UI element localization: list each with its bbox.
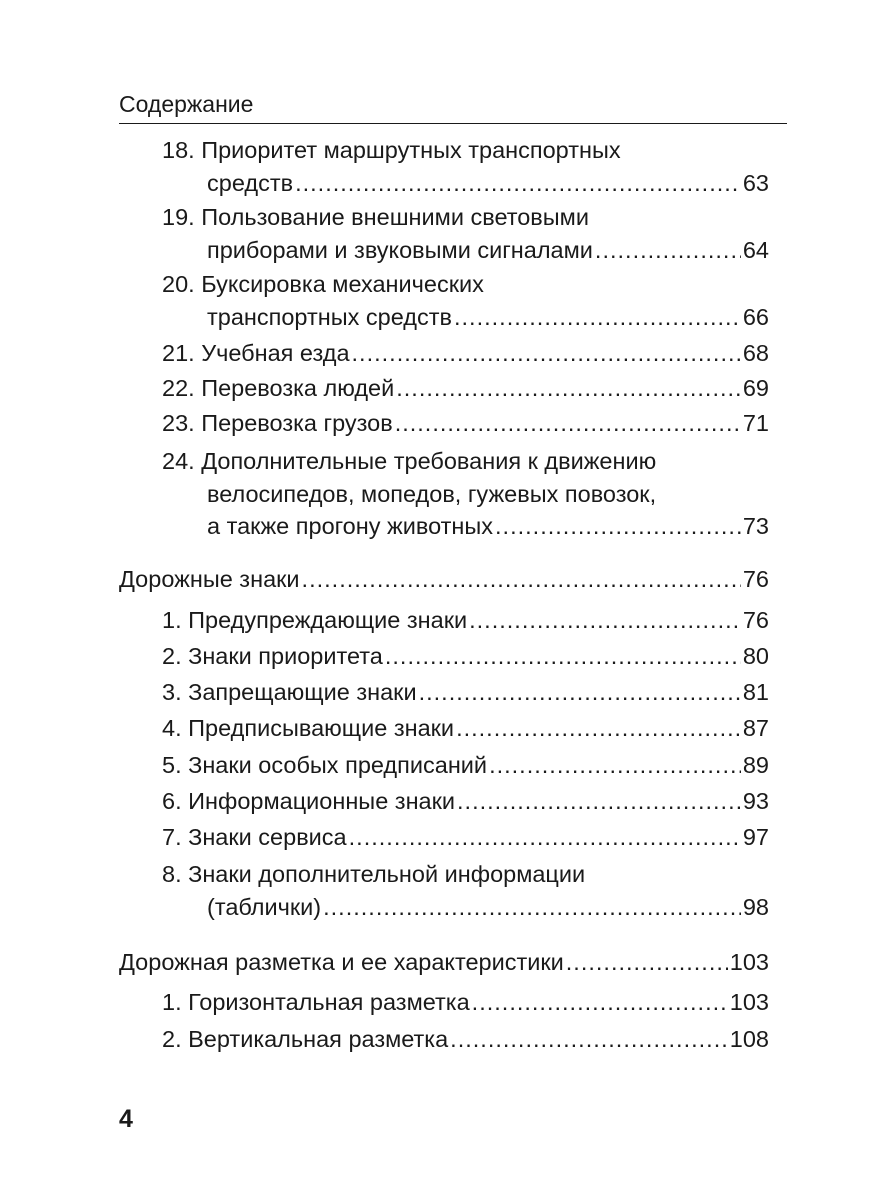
- dot-leader: [323, 891, 741, 923]
- dot-leader: [385, 640, 741, 672]
- page-number: 4: [119, 1105, 133, 1133]
- toc-entry-title: 21. Учебная езда: [162, 340, 350, 366]
- toc-entry-title: 19. Пользование внешними световыми: [162, 204, 589, 230]
- toc-page-number: 64: [742, 237, 769, 263]
- dot-leader: [595, 234, 741, 266]
- toc-page-number: 93: [742, 788, 769, 814]
- dot-leader: [456, 712, 741, 744]
- dot-leader: [395, 407, 741, 439]
- dot-leader: [566, 946, 728, 978]
- toc-page-number: 68: [742, 340, 769, 366]
- toc-page-number: 103: [729, 989, 769, 1015]
- toc-page-number: 73: [742, 513, 769, 539]
- dot-leader: [302, 563, 741, 595]
- toc-entry-title: 6. Информационные знаки: [162, 788, 456, 814]
- toc-page-number: 108: [729, 1026, 769, 1052]
- toc-page-number: 69: [742, 375, 769, 401]
- toc-entry-title: 23. Перевозка грузов: [162, 410, 393, 436]
- toc-page-number: 76: [742, 566, 769, 592]
- dot-leader: [419, 676, 741, 708]
- toc-page-number: 89: [742, 752, 769, 778]
- toc-entry-title: 22. Перевозка людей: [162, 375, 395, 401]
- toc-page-number: 66: [742, 304, 769, 330]
- toc-section-title: Дорожные знаки: [119, 566, 300, 592]
- toc-entry-title: 4. Предписывающие знаки: [162, 715, 455, 741]
- toc-entry-title: велосипедов, мопедов, гужевых повозок,: [207, 481, 657, 507]
- toc-entry-title: 24. Дополнительные требования к движению: [162, 448, 657, 474]
- toc-entry-title: 5. Знаки особых предписаний: [162, 752, 488, 778]
- header-rule: [119, 123, 787, 124]
- dot-leader: [295, 167, 741, 199]
- toc-entry-title: 8. Знаки дополнительной информации: [162, 861, 586, 887]
- toc-entry-title: 3. Запрещающие знаки: [162, 679, 417, 705]
- dot-leader: [349, 821, 741, 853]
- dot-leader: [489, 749, 741, 781]
- dot-leader: [396, 372, 741, 404]
- dot-leader: [352, 337, 741, 369]
- toc-entry-title: 7. Знаки сервиса: [162, 824, 347, 850]
- toc-page-number: 103: [729, 949, 769, 975]
- running-header: Содержание: [119, 91, 254, 117]
- dot-leader: [495, 510, 741, 542]
- toc-section-title: Дорожная разметка и ее характеристики: [119, 949, 564, 975]
- toc-page-number: 87: [742, 715, 769, 741]
- dot-leader: [457, 785, 741, 817]
- toc-entry-title: 20. Буксировка механических: [162, 271, 484, 297]
- toc-page-number: 80: [742, 643, 769, 669]
- toc-entry-title: приборами и звуковыми сигналами: [207, 237, 593, 263]
- toc-entry-title: (таблички): [207, 894, 322, 920]
- toc-entry-title: 2. Вертикальная разметка: [162, 1026, 449, 1052]
- toc-page-number: 97: [742, 824, 769, 850]
- toc-page-number: 98: [742, 894, 769, 920]
- toc-entry-title: а также прогону животных: [207, 513, 494, 539]
- toc-entry-title: 1. Предупреждающие знаки: [162, 607, 468, 633]
- toc-page-number: 63: [742, 170, 769, 196]
- dot-leader: [472, 986, 728, 1018]
- toc-entry-title: средств: [207, 170, 294, 196]
- toc-page-number: 81: [742, 679, 769, 705]
- dot-leader: [450, 1023, 728, 1055]
- dot-leader: [469, 604, 741, 636]
- toc-entry-title: 2. Знаки приоритета: [162, 643, 383, 669]
- dot-leader: [454, 301, 741, 333]
- toc-page-number: 71: [742, 410, 769, 436]
- toc-entry-title: 1. Горизонтальная разметка: [162, 989, 470, 1015]
- toc-page-number: 76: [742, 607, 769, 633]
- toc-entry-title: 18. Приоритет маршрутных транспортных: [162, 137, 621, 163]
- toc-entry-title: транспортных средств: [207, 304, 452, 330]
